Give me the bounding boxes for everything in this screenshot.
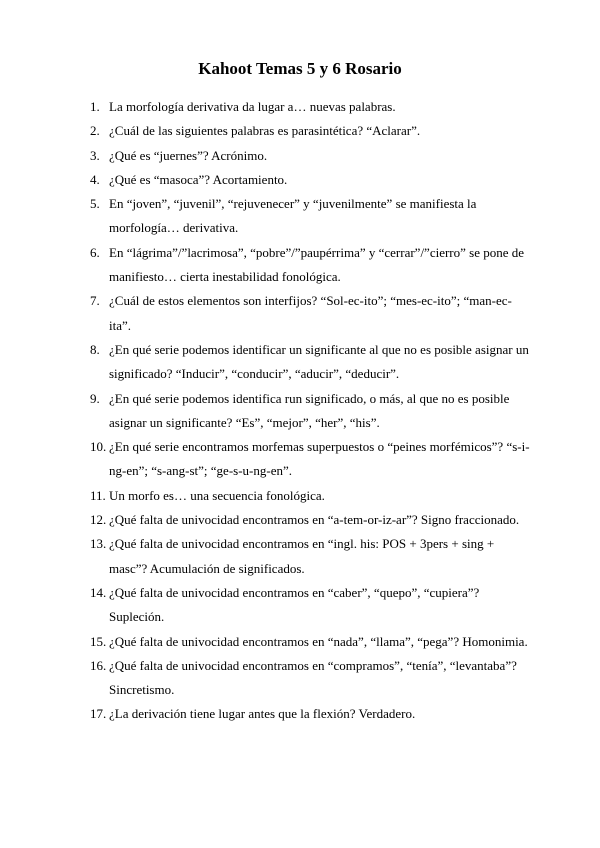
question-number: 7. xyxy=(90,293,100,309)
question-number: 12. xyxy=(90,512,107,528)
question-text: ¿Qué falta de univocidad encontramos en “a-tem-or-iz-ar”? Signo fraccionado. xyxy=(109,512,520,528)
question-text: ¿Qué es “masoca”? Acortamiento. xyxy=(109,171,288,187)
question-number: 9. xyxy=(90,390,100,406)
question-item xyxy=(90,630,530,654)
question-text: La morfología derivativa da lugar a… nuevas palabras. xyxy=(109,99,396,114)
question-text: En “lágrima”/”lacrimosa”, “pobre”/”paupérrima” y “cerrar”/”cierro” se pone de manifiesto… cierta inestabilidad fonológica. xyxy=(109,244,525,285)
question-text: Un morfo es… una secuencia fonológica. xyxy=(109,487,325,503)
page-title: Kahoot Temas 5 y 6 Rosario xyxy=(198,59,402,78)
question-item xyxy=(90,192,530,241)
question-number: 5. xyxy=(90,196,100,212)
question-number: 16. xyxy=(90,657,107,673)
question-text: ¿Cuál de las siguientes palabras es parasintética? “Aclarar”. xyxy=(109,123,421,139)
question-text: ¿Qué falta de univocidad encontramos en “nada”, “llama”, “pega”? Homonimia. xyxy=(109,633,528,649)
question-item xyxy=(90,654,530,703)
question-item xyxy=(90,119,530,143)
question-number: 8. xyxy=(90,341,100,357)
question-text: ¿Qué es “juernes”? Acrónimo. xyxy=(109,147,268,163)
question-text: ¿En qué serie podemos identificar un significante al que no es posible asignar un significado? “Inducir”, “conducir”, “aducir”, “deducir”. xyxy=(109,341,529,382)
question-item xyxy=(90,508,530,532)
question-number: 2. xyxy=(90,123,100,139)
question-item xyxy=(90,338,530,387)
question-number: 11. xyxy=(90,487,106,503)
question-number: 14. xyxy=(90,584,107,600)
question-item xyxy=(90,289,530,338)
question-text: ¿La derivación tiene lugar antes que la flexión? Verdadero. xyxy=(109,706,416,722)
question-list xyxy=(90,95,530,727)
question-item xyxy=(90,95,530,119)
question-number: 1. xyxy=(90,99,100,114)
question-number: 3. xyxy=(90,147,100,163)
question-number: 6. xyxy=(90,244,100,260)
question-text: En “joven”, “juvenil”, “rejuvenecer” y “juvenilmente” se manifiesta la morfología… derivativa. xyxy=(109,196,477,236)
question-number: 10. xyxy=(90,439,107,455)
question-number: 15. xyxy=(90,633,107,649)
question-item xyxy=(90,484,530,508)
question-item xyxy=(90,581,530,630)
question-item xyxy=(90,241,530,290)
question-text: ¿Cuál de estos elementos son interfijos? “Sol-ec-ito”; “mes-ec-ito”; “man-ec-ita”. xyxy=(109,293,512,333)
question-item xyxy=(90,532,530,581)
question-text: ¿Qué falta de univocidad encontramos en “compramos”, “tenía”, “levantaba”? Sincretismo. xyxy=(109,657,517,698)
question-text: ¿Qué falta de univocidad encontramos en “ingl. his: POS + 3pers + sing + masc”? Acumulación de significados. xyxy=(109,536,495,576)
question-item xyxy=(90,435,530,484)
question-item xyxy=(90,702,530,726)
question-text: ¿En qué serie encontramos morfemas superpuestos o “peines morfémicos”? “s-i-ng-en”; “s-ang-st”; “ge-s-u-ng-en”. xyxy=(109,439,530,479)
question-text: ¿Qué falta de univocidad encontramos en “caber”, “quepo”, “cupiera”? Supleción. xyxy=(109,584,480,625)
question-item xyxy=(90,387,530,436)
question-number: 4. xyxy=(90,171,100,187)
question-item xyxy=(90,144,530,168)
question-item xyxy=(90,168,530,192)
question-number: 13. xyxy=(90,536,107,552)
question-number: 17. xyxy=(90,706,107,722)
question-text: ¿En qué serie podemos identifica run significado, o más, al que no es posible asignar un significante? “Es”, “mejor”, “her”, “his”. xyxy=(109,390,510,430)
